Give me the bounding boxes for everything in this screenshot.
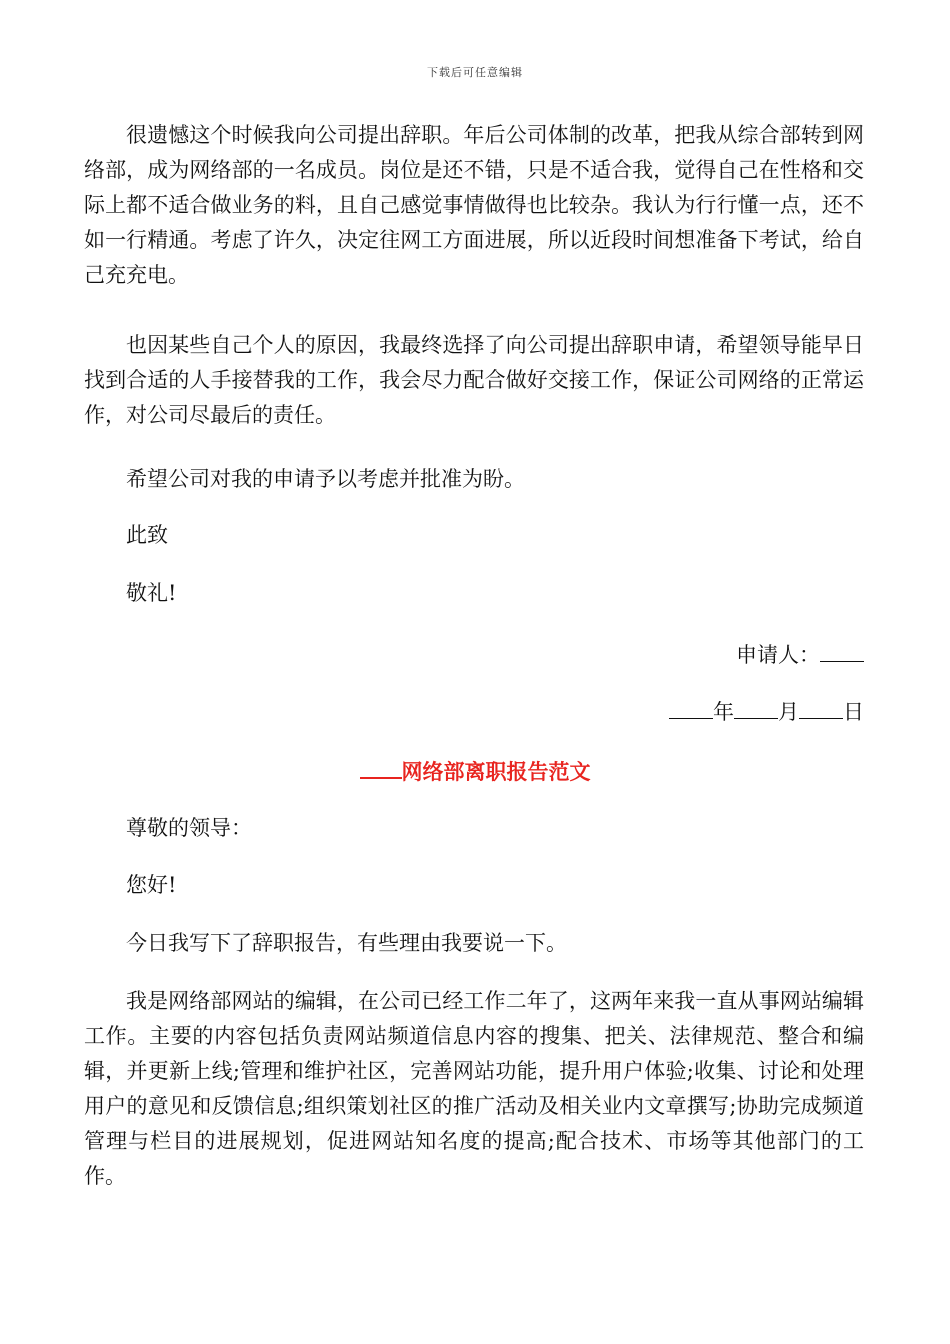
applicant-blank xyxy=(820,641,864,662)
section-title-text: 网络部离职报告范文 xyxy=(401,759,591,784)
paragraph-2: 也因某些自己个人的原因，我最终选择了向公司提出辞职申请，希望领导能早日找到合适的人手接替我的工作，我会尽力配合做好交接工作，保证公司网络的正常运作，对公司尽最后的责任。 xyxy=(84,333,864,427)
salutation: 尊敬的领导： xyxy=(126,816,252,840)
day-blank xyxy=(799,698,843,719)
page-header: 下载后可任意编辑 xyxy=(427,66,523,79)
greeting: 您好! xyxy=(126,873,177,897)
letter-body-block-2 xyxy=(84,328,864,433)
section2-body-block xyxy=(84,984,864,1194)
letter-body-block xyxy=(84,118,864,293)
month-label: 月 xyxy=(778,700,799,724)
day-label: 日 xyxy=(843,700,864,724)
section2-body-paragraph: 我是网络部网站的编辑，在公司已经工作二年了，这两年来我一直从事网站编辑工作。主要的内容包括负责网站频道信息内容的搜集、把关、法律规范、整合和编辑，并更新上线;管理和维护社区，完善网站功能，提升用户体验;收集、讨论和处理用户的意见和反馈信息;组织策划社区的推广活动及相关业内文章撰写;协助完成频道管理与栏目的进展规划，促进网站知名度的提高;配合技术、市场等其他部门的工作。 xyxy=(84,989,864,1188)
intro-line: 今日我写下了辞职报告，有些理由我要说一下。 xyxy=(126,931,567,955)
year-label: 年 xyxy=(713,700,734,724)
applicant-signature-line xyxy=(84,638,864,673)
month-blank xyxy=(734,698,778,719)
applicant-label: 申请人： xyxy=(736,643,820,667)
section-title xyxy=(0,754,950,789)
paragraph-1: 很遗憾这个时候我向公司提出辞职。年后公司体制的改革，把我从综合部转到网络部，成为网络部的一名成员。岗位是还不错，只是不适合我，觉得自己在性格和交际上都不适合做业务的料，且自己感觉事情做得也比较杂。我认为行行懂一点，还不如一行精通。考虑了许久，决定往网工方面进展，所以近段时间想准备下考试，给自己充充电。 xyxy=(84,123,864,287)
title-blank xyxy=(360,757,402,779)
closing-cizhi: 此致 xyxy=(126,523,168,547)
year-blank xyxy=(669,698,713,719)
closing-jingli: 敬礼! xyxy=(126,581,177,605)
hope-line: 希望公司对我的申请予以考虑并批准为盼。 xyxy=(126,467,525,491)
date-line xyxy=(84,695,864,730)
